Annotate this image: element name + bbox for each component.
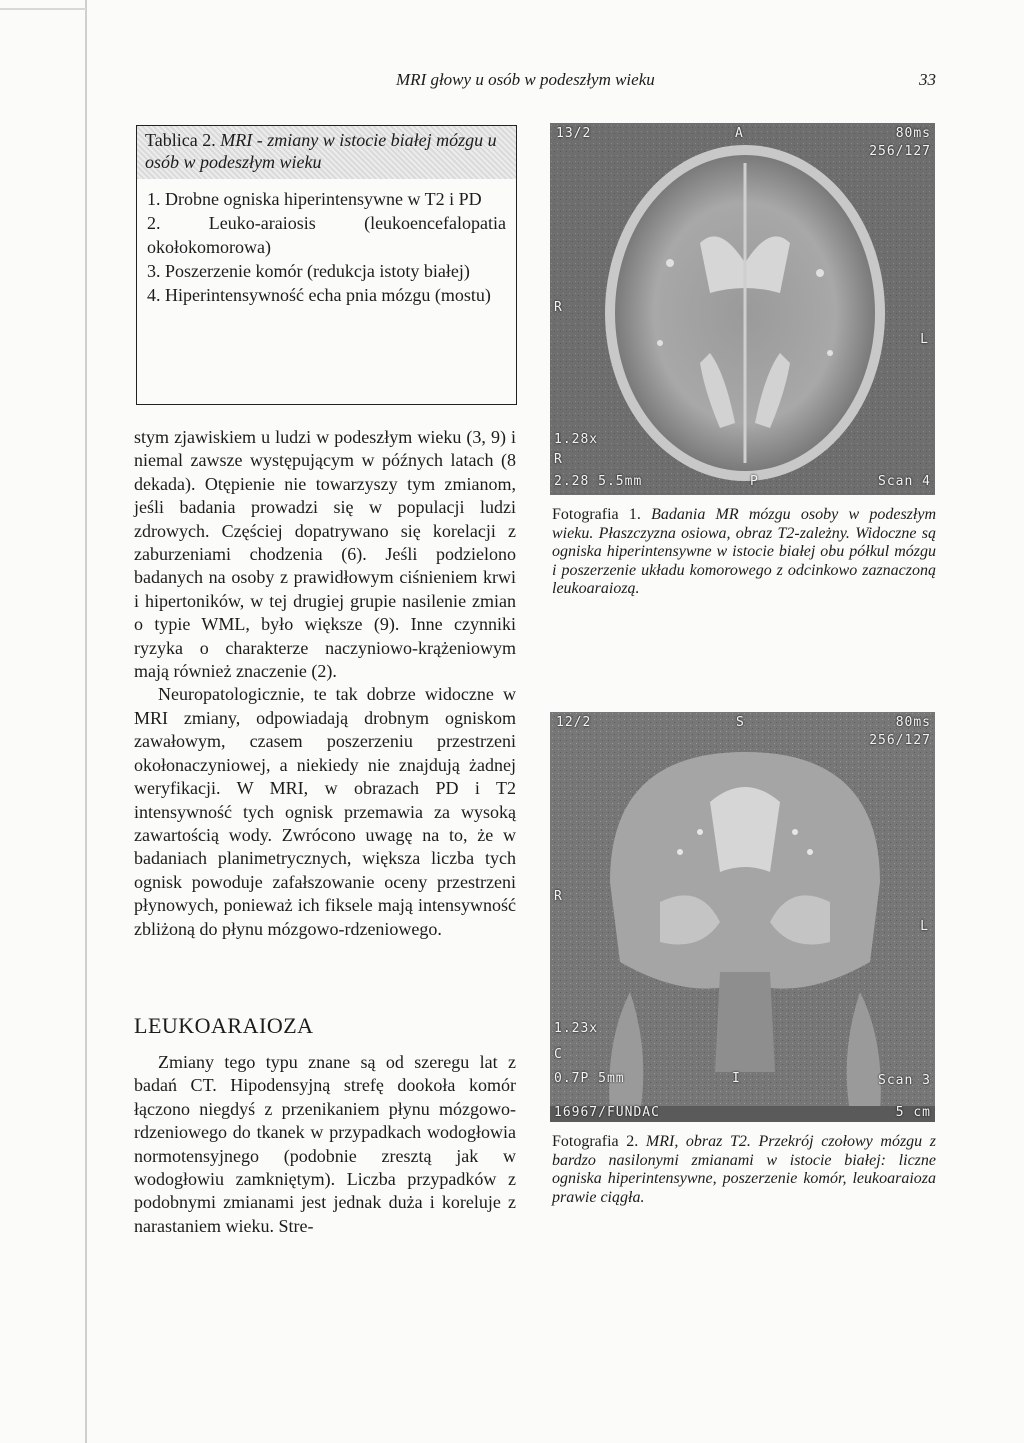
- figure2-caption: [552, 1133, 936, 1207]
- overlay-matrix: 256/127: [869, 733, 931, 748]
- overlay-right: R: [554, 889, 563, 904]
- overlay-posterior: P: [750, 474, 759, 489]
- mri-axial-image: [550, 123, 935, 495]
- page-fold-line: [85, 0, 87, 1443]
- figure1-caption-label: Fotografia 1.: [552, 506, 641, 523]
- table-list: [137, 187, 516, 307]
- header-title: MRI głowy u osób w podeszłym wieku: [396, 70, 655, 89]
- table-box: [136, 125, 517, 405]
- overlay-inferior: I: [732, 1071, 741, 1086]
- table-label: Tablica 2.: [145, 130, 216, 150]
- overlay-matrix: 256/127: [869, 144, 931, 159]
- overlay-superior: S: [736, 715, 745, 730]
- section-heading: LEUKOARAIOZA: [134, 1013, 314, 1038]
- overlay-slice: 12/2: [556, 715, 592, 730]
- page-number: 33: [919, 70, 936, 89]
- list-item: 4. Hiperintensywność echa pnia mózgu (mostu): [147, 285, 491, 305]
- list-item: 1. Drobne ogniska hiperintensywne w T2 i PD: [147, 189, 482, 209]
- overlay-orientation: R: [554, 452, 563, 467]
- table-title: [137, 126, 516, 179]
- figure2-caption-label: Fotografia 2.: [552, 1133, 639, 1150]
- page-edge-line: [0, 8, 86, 10]
- list-item: 2. Leuko-araiosis (leukoencefalopatia okołokomorowa): [147, 213, 506, 257]
- overlay-thickness: 0.7P 5mm: [554, 1071, 625, 1086]
- overlay-anterior: A: [735, 126, 744, 141]
- figure1-caption-text: Badania MR mózgu osoby w podeszłym wieku. Płaszczyzna osiowa, obraz T2-zależny. Widoczne są ogniska hiperintensywne w istocie białej obu półkul mózgu i poszerzenie układu komorowego z odcinkowo zaznaczoną leukoaraiozą.: [552, 506, 936, 597]
- table-caption: MRI - zmiany w istocie białej mózgu u osób w podeszłym wieku: [145, 130, 497, 172]
- figure1-caption: [552, 506, 936, 599]
- mri-coronal-drawing: [550, 712, 935, 1122]
- overlay-echo-time: 80ms: [895, 126, 931, 141]
- overlay-echo-time: 80ms: [895, 715, 931, 730]
- running-header: [396, 70, 936, 90]
- figure2-caption-text: MRI, obraz T2. Przekrój czołowy mózgu z bardzo nasilonymi zmianami w istocie białej: liczne ogniska hiperintensywne, poszerzenie komór, leukoaraioza prawie ciągła.: [552, 1133, 937, 1206]
- paragraph-3: Zmiany tego typu znane są od szeregu lat z badań CT. Hipodensyjną strefę dookoła komór łączono niegdyś z przenikaniem płynu mózgowo-rdzeniowego do tkanek w przypadkach wodogłowia normotensyjnego (podobnie zresztą jak w wodogłowiu zamkniętym). Liczba przypadków z podobnymi zmianami jest jednak duża i koreluje z narastaniem wieku. Stre-: [134, 1052, 516, 1236]
- body-column-lower: [134, 1051, 516, 1238]
- overlay-scan: Scan 4: [878, 474, 931, 489]
- body-column-upper: [134, 426, 516, 941]
- overlay-orientation: C: [554, 1047, 563, 1062]
- mri-axial-drawing: [550, 123, 935, 495]
- overlay-zoom: 1.28x: [554, 432, 599, 447]
- mri-coronal-image: [550, 712, 935, 1122]
- paragraph-2: Neuropatologicznie, te tak dobrze widoczne w MRI zmiany, odpowiadają drobnym ogniskom zawałowym, czasem poszerzeniu przestrzeni okołonaczyniowej, a niekiedy nie znajdują żadnej weryfikacji. W MRI, w obrazach PD i T2 intensywność tych ognisk przemawia za wysoką zawartością wody. Zwrócono uwagę na to, że w badaniach planimetrycznych, większa liczba tych ognisk powoduje zafałszowanie oceny przestrzeni płynowych, ponieważ ich fiksele mają intensywność zbliżoną do płynu mózgowo-rdzeniowego.: [134, 684, 516, 939]
- paragraph-1: stym zjawiskiem u ludzi w podeszłym wieku (3, 9) i niemal zawsze występującym w późnych latach (8 dekada). Otępienie nie towarzyszy tym zmianom, jeśli badania prowadzi się w populacji ludzi zdrowych. Częściej dopatrywano się korelacji z zaburzeniami chodzenia (6). Jeśli podzielono badanych na osoby z prawidłowym ciśnieniem krwi i hipertoników, w tej drugiej grupie nasilenie zmian o typie WML, było większe (9). Inne czynniki ryzyka o charakterze naczyniowo-krążeniowym mają również znaczenie (2).: [134, 427, 516, 682]
- overlay-scan: Scan 3: [878, 1073, 931, 1088]
- overlay-right: R: [554, 300, 563, 315]
- overlay-thickness: 2.28 5.5mm: [554, 474, 643, 489]
- overlay-institution: 16967/FUNDAC: [554, 1105, 660, 1120]
- list-item: 3. Poszerzenie komór (redukcja istoty białej): [147, 261, 470, 281]
- overlay-left: L: [920, 332, 929, 347]
- overlay-zoom: 1.23x: [554, 1021, 599, 1036]
- overlay-scale: 5 cm: [895, 1105, 931, 1120]
- overlay-left: L: [920, 919, 929, 934]
- overlay-slice: 13/2: [556, 126, 592, 141]
